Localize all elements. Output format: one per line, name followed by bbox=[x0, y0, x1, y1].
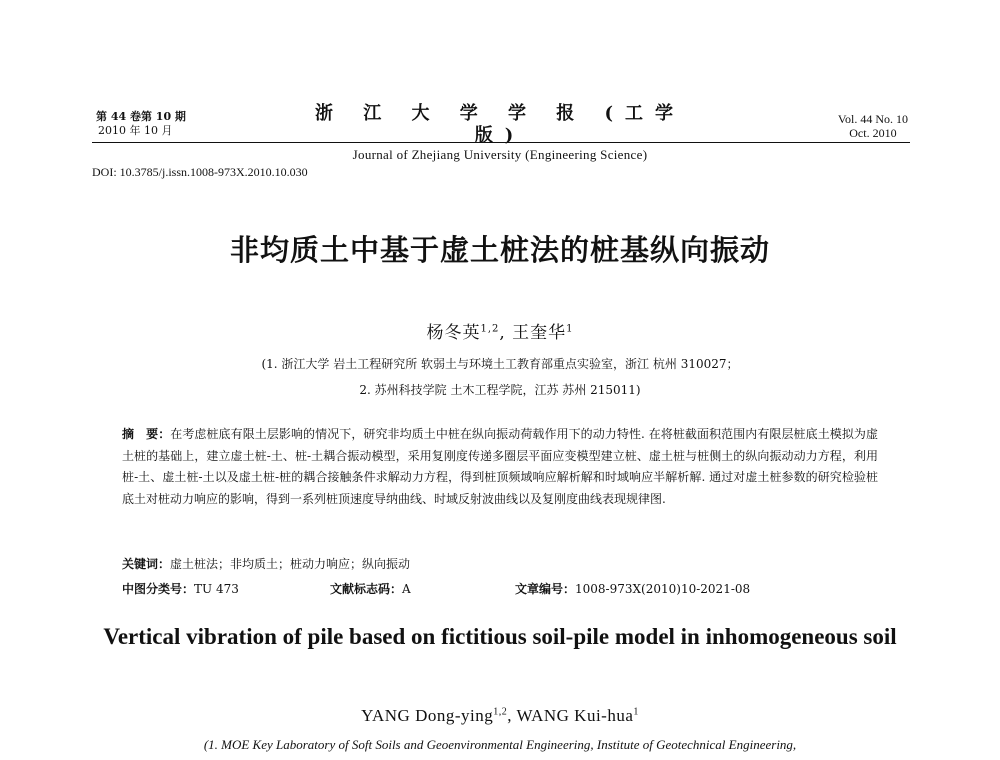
title-en: Vertical vibration of pile based on fictitious soil-pile model in inhomogeneous soil bbox=[103, 624, 897, 649]
author-2-cn-affil: 1 bbox=[566, 323, 574, 335]
article-number-label: 文章编号： bbox=[515, 582, 576, 596]
title-cn: 非均质土中基于虚土桩法的桩基纵向振动 bbox=[229, 233, 770, 267]
document-code-label: 文献标志码： bbox=[330, 582, 403, 596]
doi-line: DOI: 10.3785/j.issn.1008-973X.2010.10.030 bbox=[92, 165, 308, 179]
keywords-text: 虚土桩法；非均质土；桩动力响应；纵向振动 bbox=[170, 557, 411, 571]
issue-date-en: Oct. 2010 bbox=[849, 126, 897, 140]
header-journal bbox=[300, 103, 700, 163]
keywords-label: 关键词： bbox=[122, 557, 171, 571]
author-separator-cn: , bbox=[499, 323, 513, 343]
journal-name-cn: 浙 江 大 学 学 报 (工学版) bbox=[314, 103, 686, 146]
author-1-en-affil: 1,2 bbox=[493, 706, 508, 718]
abstract-label: 摘 要： bbox=[122, 427, 171, 441]
affiliation-cn-line2: 2. 苏州科技学院 土木工程学院，江苏 苏州 215011) bbox=[359, 383, 641, 397]
abstract-text: 在考虑桩底有限土层影响的情况下，研究非均质土中桩在纵向振动荷载作用下的动力特性. 在将桩截面积范围内有限层桩底土模拟为虚土桩的基础上，建立虚土桩-土、桩-土耦合振动模型，采用复刚度传递多圈层平面应变模型建立桩、虚土桩与桩侧土的纵向振动动力方程，利用桩-土、虚土桩-土以及虚土桩-桩的耦合接触条件求解动力方程，得到桩顶频域响应解析解和时域响应半解析解. 通过对虚土桩参数的研究检验桩底土对桩动力响应的影响，得到一系列桩顶速度导纳曲线、时域反射波曲线以及复刚度曲线表现规律图. bbox=[122, 427, 878, 506]
abstract-cn bbox=[122, 424, 878, 510]
article-number bbox=[515, 580, 750, 597]
header-rule bbox=[92, 142, 910, 143]
affiliation-cn-line1: (1. 浙江大学 岩土工程研究所 软弱土与环境土工教育部重点实验室，浙江 杭州 310027； bbox=[261, 357, 739, 371]
author-separator-en: , bbox=[507, 706, 517, 725]
clc-label: 中图分类号： bbox=[122, 582, 195, 596]
author-1-en: YANG Dong-ying bbox=[361, 706, 494, 725]
keywords-cn bbox=[122, 555, 410, 572]
header-issue-en bbox=[838, 112, 908, 140]
affiliation-en: (1. MOE Key Laboratory of Soft Soils and Geoenvironmental Engineering, Institute of Geotechnical Engineering, bbox=[203, 737, 797, 752]
author-2-en: WANG Kui-hua bbox=[516, 706, 634, 725]
clc-number bbox=[122, 580, 239, 597]
author-1-cn: 杨冬英 bbox=[426, 323, 481, 343]
author-1-cn-affil: 1,2 bbox=[480, 323, 500, 335]
clc-value: TU 473 bbox=[194, 582, 239, 596]
document-code bbox=[330, 580, 411, 597]
journal-name-en: Journal of Zhejiang University (Engineering Science) bbox=[352, 147, 648, 162]
authors-en bbox=[0, 706, 1000, 726]
volume-en: Vol. 44 No. 10 bbox=[837, 112, 908, 126]
issue-number-cn: 第 44 卷第 10 期 bbox=[96, 110, 186, 123]
author-2-cn: 王奎华 bbox=[512, 323, 567, 343]
authors-cn bbox=[0, 318, 1000, 343]
header-issue-cn bbox=[96, 110, 186, 138]
document-code-value: A bbox=[402, 582, 411, 596]
author-2-en-affil: 1 bbox=[633, 706, 639, 718]
article-number-value: 1008-973X(2010)10-2021-08 bbox=[575, 582, 751, 596]
issue-date-cn: 2010 年 10 月 bbox=[98, 124, 173, 137]
